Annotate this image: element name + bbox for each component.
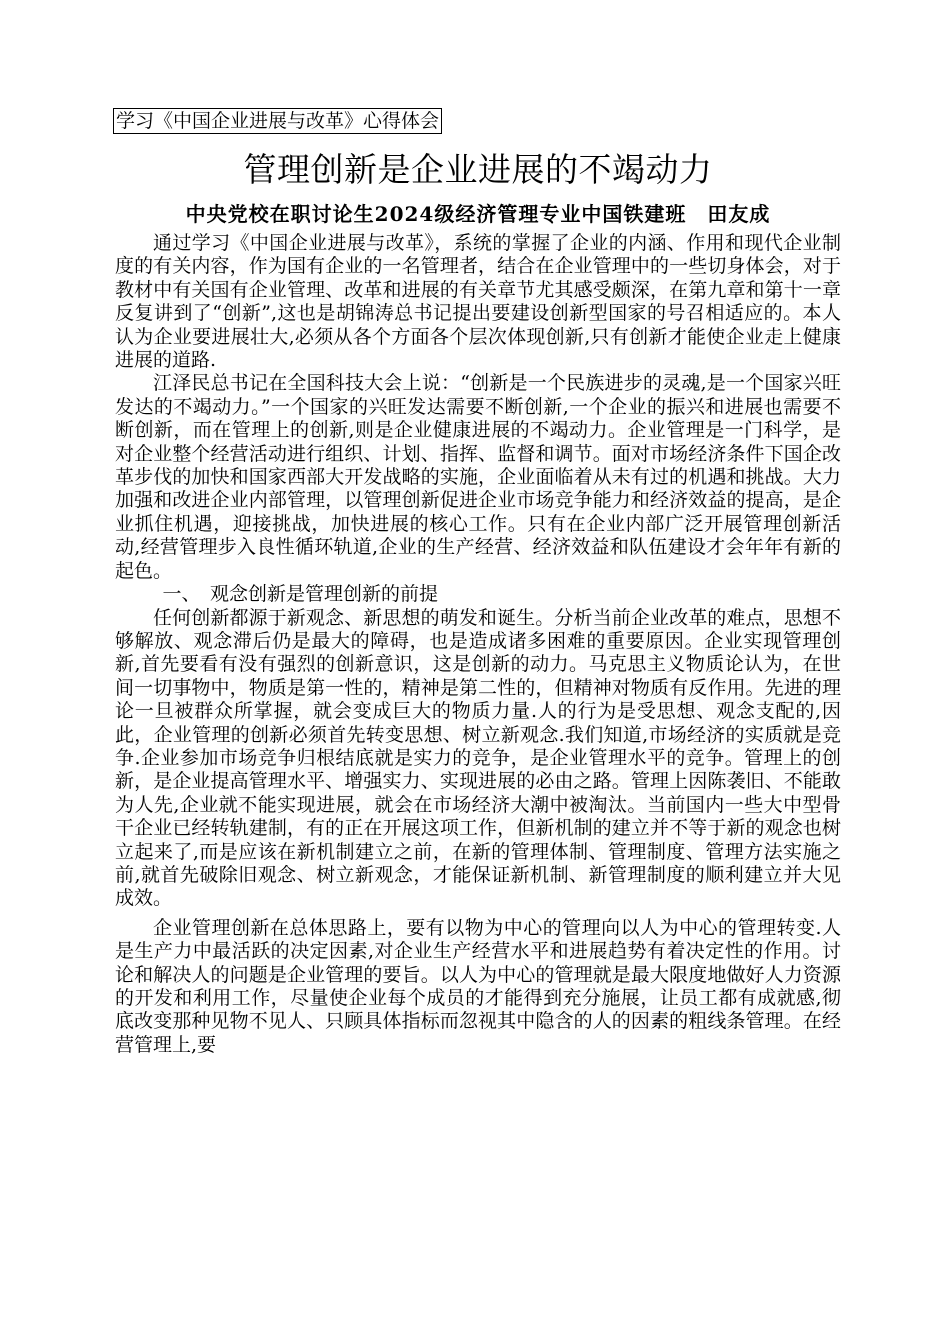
page-title: 管理创新是企业进展的不竭动力 — [243, 150, 713, 189]
author-byline: 中央党校在职讨论生2024级经济管理专业中国铁建班 田友成 — [185, 202, 771, 226]
paragraph-intro: 通过学习《中国企业进展与改革》，系统的掌握了企业的内涵、作用和现代企业制度的有关内容，作为国有企业的一名管理者，结合在企业管理中的一些切身体会，对于教材中有关国有企业管理、改革和进展的有关章节尤其感受颇深，在第九章和第十一章反复讲到了“创新”,这也是胡锦涛总书记提出要建设创新型国家的号召相适应的。本人认为企业要进展壮大,必须从各个方面各个层次体现创新,只有创新才能使企业走上健康进展的道路. — [115, 232, 841, 372]
paragraph-quote: 江泽民总书记在全国科技大会上说：“创新是一个民族进步的灵魂,是一个国家兴旺发达的不竭动力。”一个国家的兴旺发达需要不断创新,一个企业的振兴和进展也需要不断创新，而在管理上的创新,则是企业健康进展的不竭动力。企业管理是一门科学，是对企业整个经营活动进行组织、计划、指挥、监督和调节。面对市场经济条件下国企改革步伐的加快和国家西部大开发战略的实施，企业面临着从未有过的机遇和挑战。大力加强和改进企业内部管理，以管理创新促进企业市场竞争能力和经济效益的提高，是企业抓住机遇，迎接挑战，加快进展的核心工作。只有在企业内部广泛开展管理创新活动,经营管理步入良性循环轨道,企业的生产经营、经济效益和队伍建设才会年年有新的起色。 — [115, 372, 841, 582]
header-tag: 学习《中国企业进展与改革》心得体会 — [113, 108, 442, 134]
document-page — [115, 108, 841, 1057]
article-body — [115, 232, 841, 1057]
paragraph-concept: 任何创新都源于新观念、新思想的萌发和诞生。分析当前企业改革的难点，思想不够解放、观念滞后仍是最大的障碍，也是造成诸多困难的重要原因。企业实现管理创新,首先要看有没有强烈的创新意识，这是创新的动力。马克思主义物质论认为，在世间一切事物中，物质是第一性的，精神是第二性的，但精神对物质有反作用。先进的理论一旦被群众所掌握，就会变成巨大的物质力量.人的行为是受思想、观念支配的,因此，企业管理的创新必须首先转变思想、树立新观念.我们知道,市场经济的实质就是竞争.企业参加市场竞争归根结底就是实力的竞争，是企业管理水平的竞争。管理上的创新，是企业提高管理水平、增强实力、实现进展的必由之路。管理上因陈袭旧、不能敢为人先,企业就不能实现进展，就会在市场经济大潮中被淘汰。当前国内一些大中型骨干企业已经转轨建制，有的正在开展这项工作，但新机制的建立并不等于新的观念也树立起来了,而是应该在新机制建立之前，在新的管理体制、管理制度、管理方法实施之前,就首先破除旧观念、树立新观念，才能保证新机制、新管理制度的顺利建立并大见成效。 — [115, 606, 841, 910]
section-heading-1: 一、 观念创新是管理创新的前提 — [162, 583, 439, 606]
paragraph-people: 企业管理创新在总体思路上，要有以物为中心的管理向以人为中心的管理转变.人是生产力中最活跃的决定因素,对企业生产经营水平和进展趋势有着决定性的作用。讨论和解决人的问题是企业管理的要旨。以人为中心的管理就是最大限度地做好人力资源的开发和利用工作，尽量使企业每个成员的才能得到充分施展，让员工都有成就感,彻底改变那种见物不见人、只顾具体指标而忽视其中隐含的人的因素的粗线条管理。在经营管理上,要 — [115, 916, 841, 1056]
